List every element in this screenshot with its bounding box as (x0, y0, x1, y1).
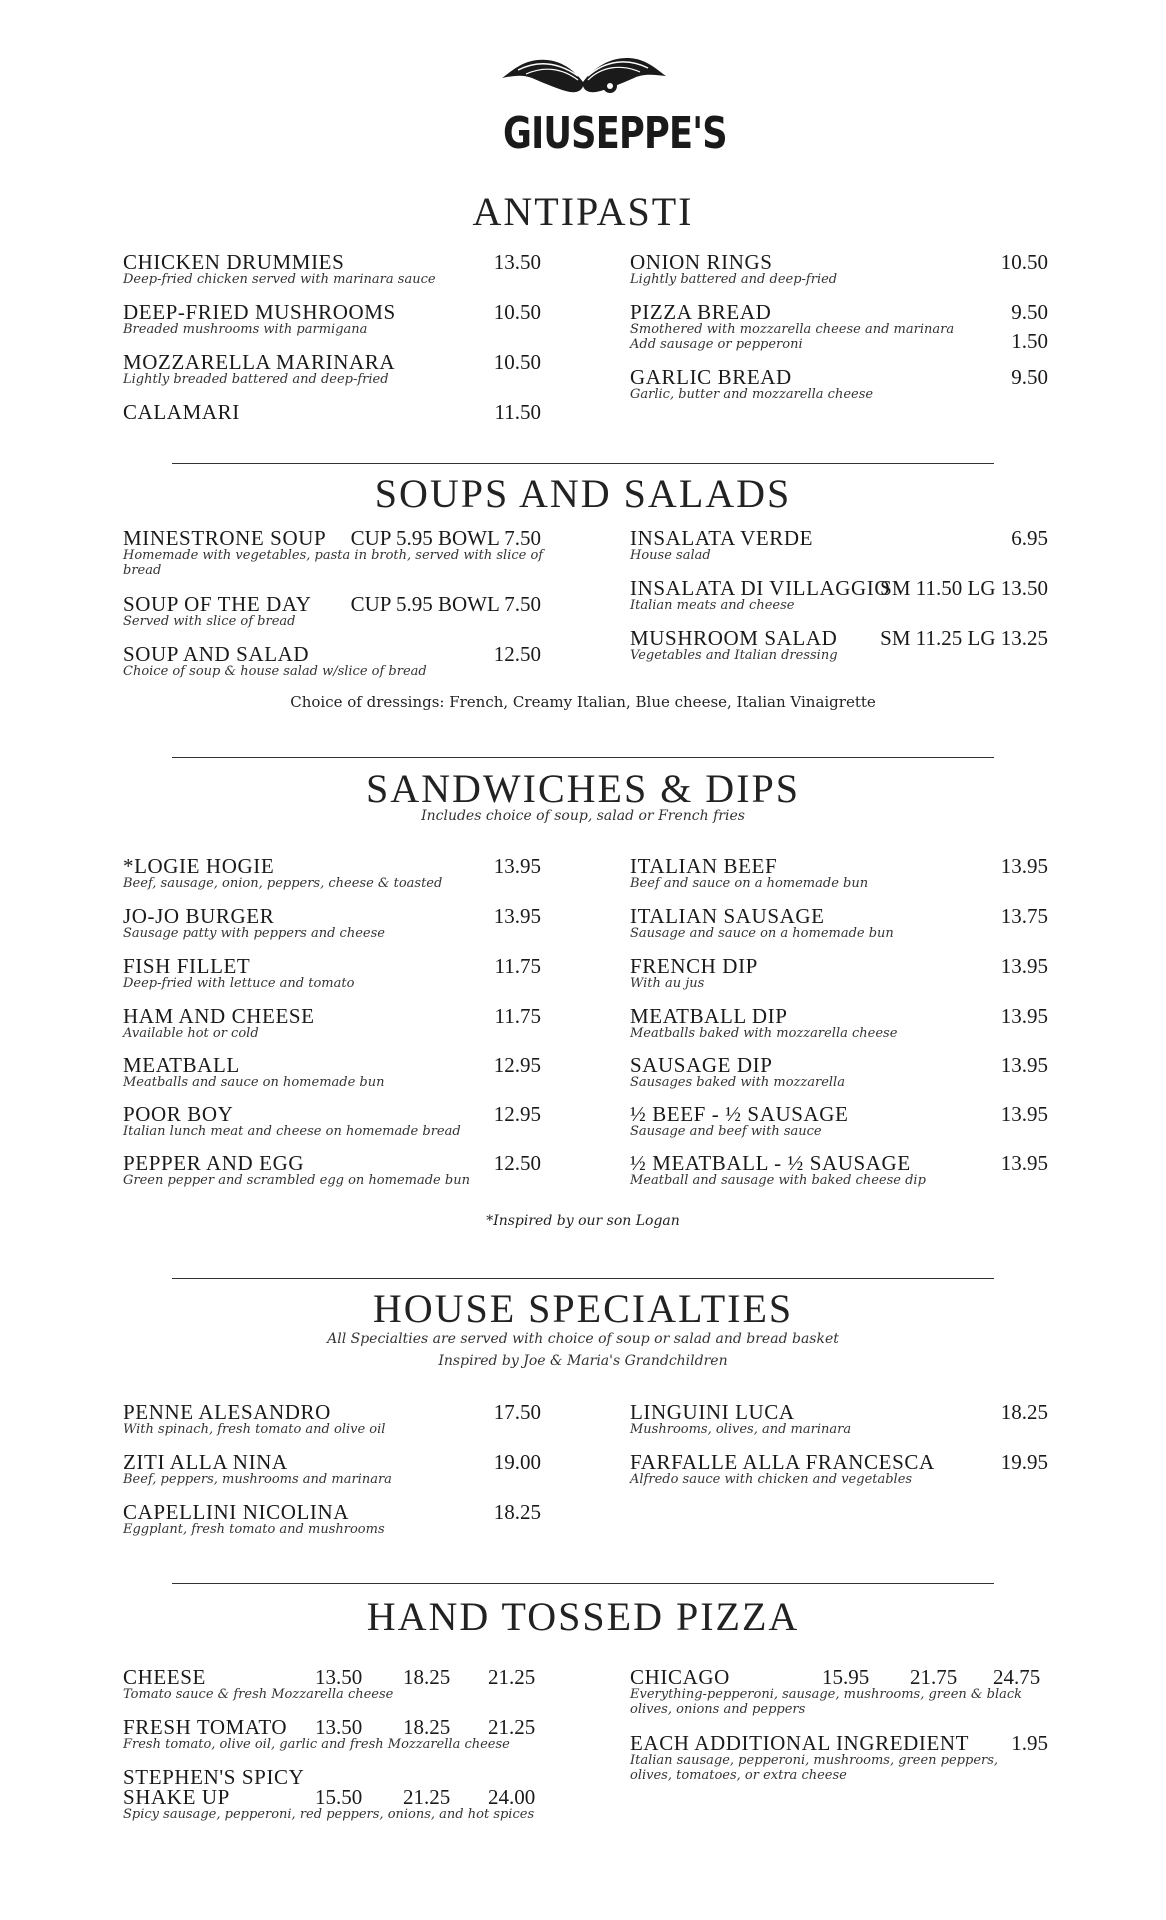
menu-item (123, 1006, 541, 1041)
divider (172, 1278, 994, 1279)
menu-item (630, 367, 1048, 402)
item-desc: Homemade with vegetables, pasta in broth, served with slice of bread (123, 548, 544, 578)
item-name: CHICAGO (630, 1665, 730, 1689)
item-price: 13.95 (493, 904, 541, 928)
item-desc: Beef, peppers, mushrooms and marinara (123, 1472, 392, 1487)
item-name: GARLIC BREAD (630, 365, 792, 389)
item-desc: Beef and sauce on a homemade bun (630, 876, 869, 891)
item-name: SOUP AND SALAD (123, 642, 310, 666)
item-name: ZITI ALLA NINA (123, 1450, 288, 1474)
menu-item (123, 856, 541, 891)
brand-name: GIUSEPPE'S (503, 108, 727, 159)
item-name: MOZZARELLA MARINARA (123, 350, 396, 374)
price-large: 21.25 (488, 1665, 536, 1689)
item-desc: Eggplant, fresh tomato and mushrooms (123, 1522, 385, 1537)
item-price: 10.50 (1000, 250, 1048, 274)
menu-item (630, 1153, 1048, 1188)
item-price: 12.50 (493, 642, 541, 666)
divider (172, 463, 994, 464)
item-name: INSALATA VERDE (630, 526, 814, 550)
menu-item (123, 1104, 541, 1139)
divider (172, 1583, 994, 1584)
item-name: EACH ADDITIONAL INGREDIENT (630, 1731, 970, 1755)
item-desc: Fresh tomato, olive oil, garlic and fresh Mozzarella cheese (123, 1737, 510, 1752)
price-medium: 18.25 (403, 1715, 451, 1739)
item-price: 12.95 (493, 1102, 541, 1126)
item-desc: Served with slice of bread (123, 614, 296, 629)
item-name: MEATBALL (123, 1053, 240, 1077)
item-price: CUP 5.95 BOWL 7.50 (350, 526, 541, 550)
item-desc: Smothered with mozzarella cheese and marinara (630, 322, 955, 337)
item-name: CHEESE (123, 1665, 206, 1689)
item-desc: Green pepper and scrambled egg on homemade bun (123, 1173, 470, 1188)
item-desc: Everything-pepperoni, sausage, mushrooms, green & black olives, onions and peppers (630, 1687, 1023, 1717)
item-price: 6.95 (1011, 526, 1048, 550)
item-desc: Alfredo sauce with chicken and vegetables (630, 1472, 913, 1487)
item-price: 18.25 (493, 1500, 541, 1524)
menu-item (123, 526, 544, 578)
footnote: *Inspired by our son Logan (486, 1213, 680, 1229)
item-desc: Italian meats and cheese (630, 598, 795, 613)
item-name: FISH FILLET (123, 954, 251, 978)
item-desc: Spicy sausage, pepperoni, red peppers, onions, and hot spices (123, 1807, 535, 1822)
menu-item (630, 906, 1048, 941)
section-title-antipasti: ANTIPASTI (472, 189, 694, 234)
price-medium: 21.75 (910, 1665, 958, 1689)
item-name: SAUSAGE DIP (630, 1053, 773, 1077)
menu-item (630, 1733, 1048, 1783)
item-price: 13.95 (1000, 1053, 1048, 1077)
item-price: 12.50 (493, 1151, 541, 1175)
price-small: 15.50 (315, 1785, 363, 1809)
item-desc: Italian lunch meat and cheese on homemade bread (123, 1124, 461, 1139)
item-name: FRENCH DIP (630, 954, 758, 978)
menu-item (123, 644, 541, 679)
divider (172, 757, 994, 758)
item-name: CHICKEN DRUMMIES (123, 250, 345, 274)
price-medium: 18.25 (403, 1665, 451, 1689)
price-small: 15.95 (822, 1665, 870, 1689)
item-desc: Garlic, butter and mozzarella cheese (630, 387, 874, 402)
item-desc: Vegetables and Italian dressing (630, 648, 838, 663)
item-name: ITALIAN SAUSAGE (630, 904, 825, 928)
item-name: INSALATA DI VILLAGGIO (630, 576, 891, 600)
item-price: 18.25 (1000, 1400, 1048, 1424)
menu-item (123, 956, 541, 991)
item-price: 12.95 (493, 1053, 541, 1077)
menu-item (123, 1452, 541, 1487)
price-large: 21.25 (488, 1715, 536, 1739)
price-large: 24.00 (488, 1785, 536, 1809)
menu-item (630, 1055, 1048, 1090)
price-small: 13.50 (315, 1665, 363, 1689)
item-price: 11.75 (494, 954, 541, 978)
item-desc: Meatballs baked with mozzarella cheese (630, 1026, 898, 1041)
item-desc: Deep-fried with lettuce and tomato (123, 976, 355, 991)
mustache-icon (498, 48, 668, 108)
item-name: CALAMARI (123, 400, 240, 424)
item-price: 13.95 (1000, 854, 1048, 878)
menu-item (123, 1153, 541, 1188)
item-price: 11.50 (494, 400, 541, 424)
item-desc: Sausage and beef with sauce (630, 1124, 822, 1139)
section-title-soups: SOUPS AND SALADS (374, 471, 792, 516)
item-price: 9.50 (1011, 300, 1048, 324)
item-name: FRESH TOMATO (123, 1715, 288, 1739)
menu-item (123, 352, 541, 387)
item-desc: House salad (630, 548, 711, 563)
item-name: LINGUINI LUCA (630, 1400, 795, 1424)
section-title-sandwiches: SANDWICHES & DIPS (365, 766, 801, 811)
item-name: FARFALLE ALLA FRANCESCA (630, 1450, 935, 1474)
item-desc: Available hot or cold (123, 1026, 259, 1041)
item-price: 13.95 (1000, 1102, 1048, 1126)
item-name: ½ BEEF - ½ SAUSAGE (630, 1102, 849, 1126)
menu-item (630, 302, 1048, 352)
item-price: SM 11.25 LG 13.25 (880, 626, 1048, 650)
item-desc: Tomato sauce & fresh Mozzarella cheese (123, 1687, 394, 1702)
item-desc: Italian sausage, pepperoni, mushrooms, green peppers, olives, tomatoes, or extra cheese (630, 1753, 999, 1783)
menu-item (630, 1006, 1048, 1041)
menu-item (630, 528, 1048, 563)
item-name: PENNE ALESANDRO (123, 1400, 331, 1424)
menu-item (630, 1402, 1048, 1437)
item-desc: Sausage and sauce on a homemade bun (630, 926, 894, 941)
menu-item (123, 252, 541, 287)
menu-item (123, 302, 541, 337)
section-title-pizza: HAND TOSSED PIZZA (366, 1594, 800, 1639)
menu-item (123, 1717, 541, 1752)
item-name: CAPELLINI NICOLINA (123, 1500, 350, 1524)
item-name: MUSHROOM SALAD (630, 626, 838, 650)
addon-price: 1.50 (1011, 329, 1048, 353)
item-name: MEATBALL DIP (630, 1004, 788, 1028)
item-desc: With spinach, fresh tomato and olive oil (123, 1422, 386, 1437)
item-name: POOR BOY (123, 1102, 234, 1126)
item-name: *LOGIE HOGIE (123, 854, 275, 878)
item-price: 13.95 (1000, 1004, 1048, 1028)
price-small: 13.50 (315, 1715, 363, 1739)
menu-item (630, 1104, 1048, 1139)
menu-item (630, 956, 1048, 991)
item-price: 10.50 (493, 300, 541, 324)
menu-item (630, 1452, 1048, 1487)
item-name: STEPHEN'S SPICY (123, 1765, 305, 1789)
menu-item (123, 1402, 541, 1437)
item-name: JO-JO BURGER (123, 904, 275, 928)
menu-item (630, 1667, 1048, 1717)
item-price: 1.95 (1011, 1731, 1048, 1755)
item-price: 13.95 (493, 854, 541, 878)
item-desc: Meatballs and sauce on homemade bun (123, 1075, 385, 1090)
item-price: 17.50 (493, 1400, 541, 1424)
item-desc: Choice of soup & house salad w/slice of bread (123, 664, 427, 679)
item-price: 11.75 (494, 1004, 541, 1028)
brand-logo (483, 48, 727, 168)
item-desc: Beef, sausage, onion, peppers, cheese & toasted (123, 876, 443, 891)
item-name: DEEP-FRIED MUSHROOMS (123, 300, 396, 324)
item-price: 10.50 (493, 350, 541, 374)
menu-item (123, 1667, 541, 1702)
item-desc: Meatball and sausage with baked cheese dip (630, 1173, 926, 1188)
item-price: 19.00 (493, 1450, 541, 1474)
menu-item (630, 856, 1048, 891)
dressings-note: Choice of dressings: French, Creamy Italian, Blue cheese, Italian Vinaigrette (290, 693, 876, 711)
item-name: SOUP OF THE DAY (123, 592, 312, 616)
menu-item (123, 594, 541, 629)
section-note: All Specialties are served with choice of soup or salad and bread basket (327, 1331, 839, 1347)
item-name-line2: SHAKE UP (123, 1785, 230, 1809)
section-title-specialties: HOUSE SPECIALTIES (372, 1286, 794, 1331)
item-desc: With au jus (630, 976, 705, 991)
item-price: SM 11.50 LG 13.50 (880, 576, 1048, 600)
menu-item (123, 1055, 541, 1090)
item-desc: Breaded mushrooms with parmigana (123, 322, 368, 337)
item-name: HAM AND CHEESE (123, 1004, 315, 1028)
price-large: 24.75 (993, 1665, 1041, 1689)
item-price: 13.95 (1000, 954, 1048, 978)
menu-item (123, 1767, 541, 1822)
item-desc: Lightly battered and deep-fried (630, 272, 838, 287)
item-name: PIZZA BREAD (630, 300, 772, 324)
item-desc: Sausages baked with mozzarella (630, 1075, 845, 1090)
price-medium: 21.25 (403, 1785, 451, 1809)
item-name: ITALIAN BEEF (630, 854, 778, 878)
item-desc-addon: Add sausage or pepperoni (630, 337, 803, 352)
item-name: MINESTRONE SOUP (123, 526, 327, 550)
menu-item (123, 402, 541, 422)
item-price: 13.75 (1000, 904, 1048, 928)
item-name: PEPPER AND EGG (123, 1151, 305, 1175)
item-price: 19.95 (1000, 1450, 1048, 1474)
item-price: 13.95 (1000, 1151, 1048, 1175)
item-desc: Lightly breaded battered and deep-fried (123, 372, 389, 387)
menu-item (123, 906, 541, 941)
item-desc: Deep-fried chicken served with marinara sauce (123, 272, 436, 287)
item-name: ONION RINGS (630, 250, 773, 274)
item-name: ½ MEATBALL - ½ SAUSAGE (630, 1151, 911, 1175)
menu-item (630, 628, 1048, 663)
item-desc: Sausage patty with peppers and cheese (123, 926, 385, 941)
menu-item (630, 578, 1048, 613)
item-desc: Mushrooms, olives, and marinara (630, 1422, 852, 1437)
menu-item (630, 252, 1048, 287)
item-price: 9.50 (1011, 365, 1048, 389)
item-price: 13.50 (493, 250, 541, 274)
item-price: CUP 5.95 BOWL 7.50 (350, 592, 541, 616)
section-note: Includes choice of soup, salad or French fries (421, 808, 745, 824)
menu-item (123, 1502, 541, 1537)
section-note: Inspired by Joe & Maria's Grandchildren (438, 1353, 728, 1369)
